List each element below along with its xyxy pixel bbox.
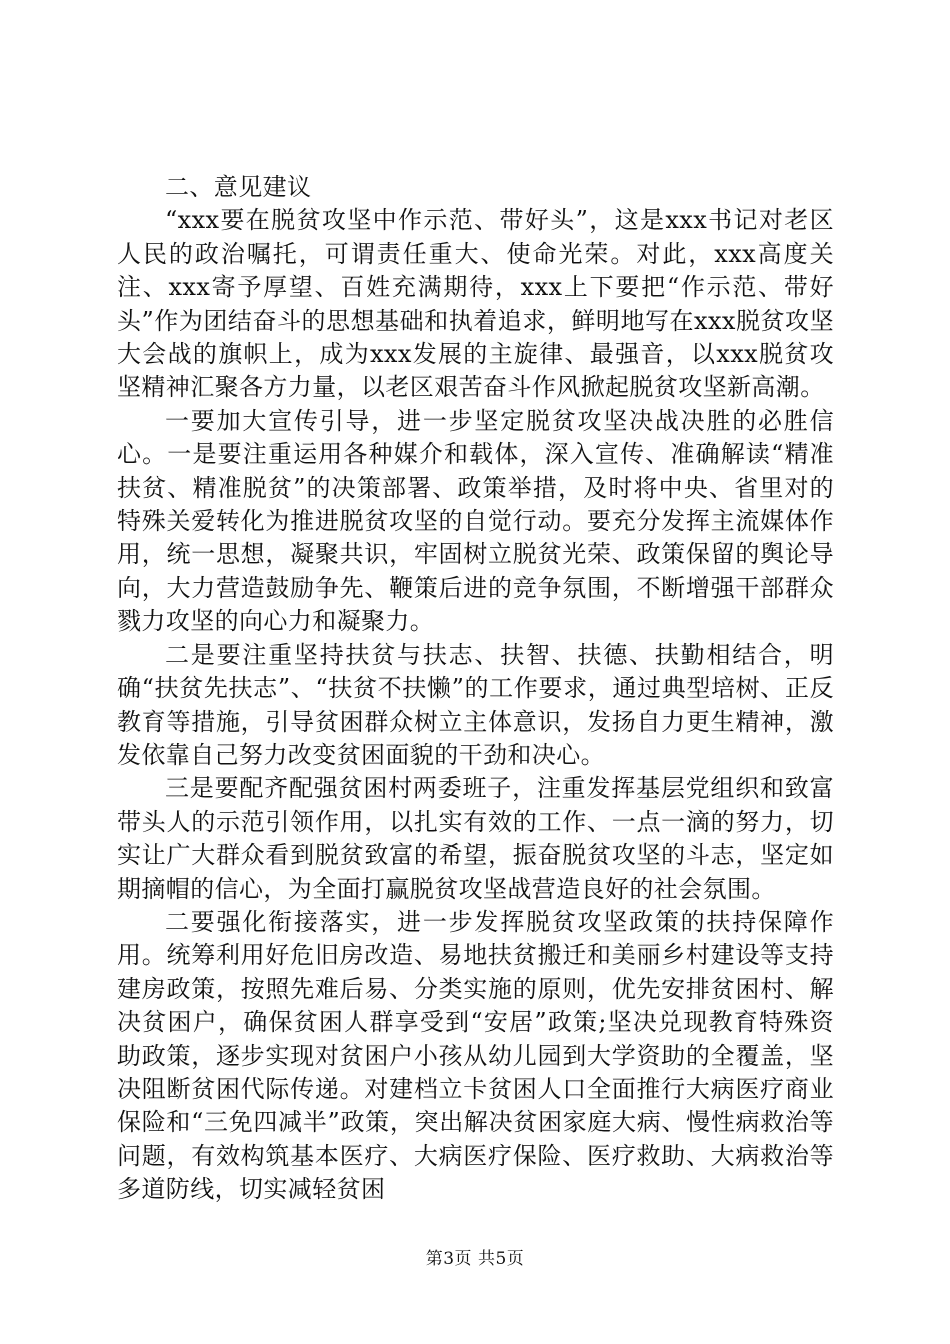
paragraph: 三是要配齐配强贫困村两委班子，注重发挥基层党组织和致富带头人的示范引领作用，以扎实有效的工作、一点一滴的努力，切实让广大群众看到脱贫致富的希望，振奋脱贫攻坚的斗志，坚定如期摘帽的信心，为全面打赢脱贫攻坚战营造良好的社会氛围。 (117, 774, 834, 903)
paragraph: 一要加大宣传引导，进一步坚定脱贫攻坚决战决胜的必胜信心。一是要注重运用各种媒介和载体，深入宣传、准确解读“精准扶贫、精准脱贫”的决策部署、政策举措，及时将中央、省里对的特殊关爱转化为推进脱贫攻坚的自觉行动。要充分发挥主流媒体作用，统一思想，凝聚共识，牢固树立脱贫光荣、政策保留的舆论导向，大力营造鼓励争先、鞭策后进的竞争氛围，不断增强干部群众戮力攻坚的向心力和凝聚力。 (117, 406, 834, 636)
page-footer: 第3页 共5页 (425, 1249, 525, 1269)
section-heading: 二、意见建议 (165, 173, 312, 201)
paragraph: “xxx要在脱贫攻坚中作示范、带好头”，这是xxx书记对老区人民的政治嘱托，可谓责任重大、使命光荣。对此，xxx高度关注、xxx寄予厚望、百姓充满期待，xxx上下要把“作示范、带好头”作为团结奋斗的思想基础和执着追求，鲜明地写在xxx脱贫攻坚大会战的旗帜上，成为xxx发展的主旋律、最强音，以xxx脱贫攻坚精神汇聚各方力量，以老区艰苦奋斗作风掀起脱贫攻坚新高潮。 (117, 206, 834, 402)
paragraph: 二要强化衔接落实，进一步发挥脱贫攻坚政策的扶持保障作用。统筹利用好危旧房改造、易地扶贫搬迁和美丽乡村建设等支持建房政策，按照先难后易、分类实施的原则，优先安排贫困村、解决贫困户，确保贫困人群享受到“安居”政策;坚决兑现教育特殊资助政策，逐步实现对贫困户小孩从幼儿园到大学资助的全覆盖，坚决阻断贫困代际传递。对建档立卡贫困人口全面推行大病医疗商业保险和“三免四减半”政策，突出解决贫困家庭大病、慢性病救治等问题，有效构筑基本医疗、大病医疗保险、医疗救助、大病救治等多道防线，切实减轻贫困 (117, 907, 834, 1204)
document-body (117, 171, 834, 1207)
paragraph: 二是要注重坚持扶贫与扶志、扶智、扶德、扶勤相结合，明确“扶贫先扶志”、“扶贫不扶懒”的工作要求，通过典型培树、正反教育等措施，引导贫困群众树立主体意识，发扬自力更生精神，激发依靠自己努力改变贫困面貌的干劲和决心。 (117, 640, 834, 769)
